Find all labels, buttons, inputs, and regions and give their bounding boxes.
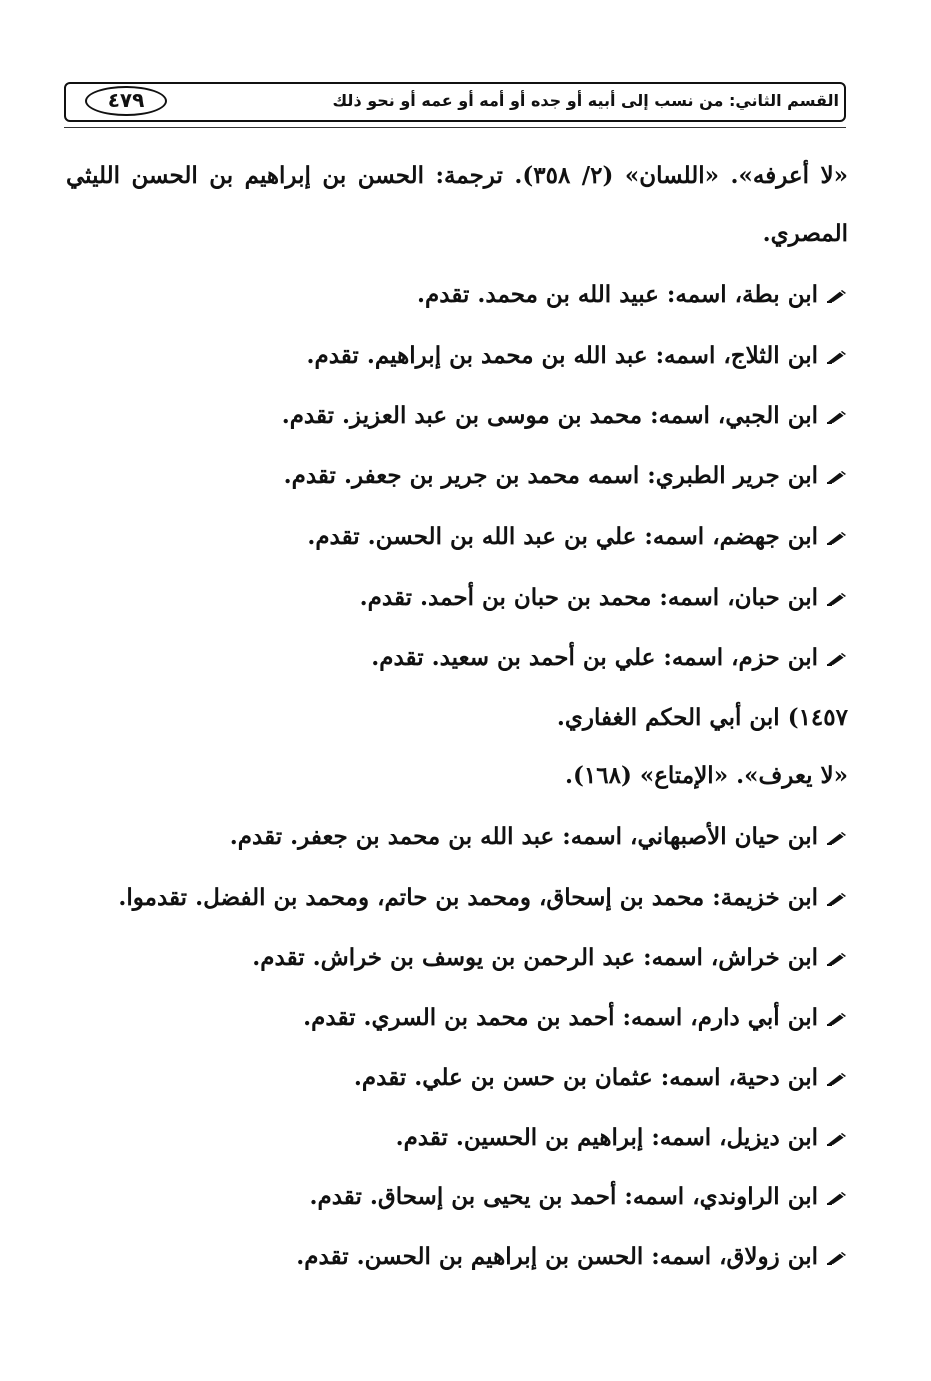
pen-writing-icon	[826, 1249, 848, 1265]
pen-writing-icon	[826, 829, 848, 845]
entry-text: ابن الجبي، اسمه: محمد بن موسى بن عبد العزيز. تقدم.	[281, 402, 818, 429]
pen-writing-icon	[826, 529, 848, 545]
pen-writing-icon	[826, 287, 848, 303]
cross-reference-entry	[296, 1237, 848, 1278]
pen-writing-icon	[826, 348, 848, 364]
entry-text: ابن بطة، اسمه: عبيد الله بن محمد. تقدم.	[417, 281, 818, 308]
entry-text: ابن خزيمة: محمد بن إسحاق، ومحمد بن حاتم، ومحمد بن الفضل. تقدموا.	[118, 884, 818, 911]
cross-reference-entry	[282, 396, 848, 437]
numbered-entry-heading: ١٤٥٧) ابن أبي الحكم الغفاري.	[556, 704, 848, 731]
pen-writing-icon	[826, 950, 848, 966]
cross-reference-entry	[417, 275, 848, 316]
continuation-line: «لا أعرفه». «اللسان» (٢/ ٣٥٨). ترجمة: الحسن بن إبراهيم بن الحسن الليثي	[66, 162, 848, 189]
pen-writing-icon	[826, 590, 848, 606]
cross-reference-entry	[230, 817, 848, 858]
running-header-title: القسم الثاني: من نسب إلى أبيه أو جده أو أمه أو عمه أو نحو ذلك	[332, 91, 839, 110]
entry-text: ابن خراش، اسمه: عبد الرحمن بن يوسف بن خراش. تقدم.	[252, 944, 818, 971]
entry-text: ابن جهضم، اسمه: علي بن عبد الله بن الحسن. تقدم.	[307, 523, 818, 550]
pen-writing-icon	[826, 1189, 848, 1205]
pen-writing-icon	[826, 1130, 848, 1146]
pen-writing-icon	[826, 408, 848, 424]
cross-reference-entry	[252, 938, 848, 979]
cross-reference-entry	[306, 336, 848, 377]
entry-text: ابن حيان الأصبهاني، اسمه: عبد الله بن محمد بن جعفر. تقدم.	[229, 823, 818, 850]
cross-reference-entry	[303, 998, 848, 1039]
entry-text: ابن ديزيل، اسمه: إبراهيم بن الحسين. تقدم.	[395, 1124, 818, 1151]
pen-writing-icon	[826, 468, 848, 484]
cross-reference-entry	[309, 1177, 848, 1218]
entry-text: ابن الراوندي، اسمه: أحمد بن يحيى بن إسحاق. تقدم.	[309, 1183, 818, 1210]
cross-reference-entry	[354, 1058, 848, 1099]
pen-writing-icon	[826, 890, 848, 906]
entry-text: ابن الثلاج، اسمه: عبد الله بن محمد بن إبراهيم. تقدم.	[306, 342, 818, 369]
cross-reference-entry	[118, 878, 848, 919]
pen-writing-icon	[826, 1070, 848, 1086]
numbered-entry-note: «لا يعرف». «الإمتاع» (١٦٨).	[564, 762, 848, 789]
continuation-line: المصري.	[762, 220, 848, 247]
cross-reference-entry	[396, 1118, 848, 1159]
entry-text: ابن حزم، اسمه: علي بن أحمد بن سعيد. تقدم.	[371, 644, 818, 671]
entry-text: ابن أبي دارم، اسمه: أحمد بن محمد بن السري. تقدم.	[303, 1004, 818, 1031]
cross-reference-entry	[284, 456, 848, 497]
page-number: ٤٧٩	[85, 86, 167, 116]
entry-text: ابن حبان، اسمه: محمد بن حبان بن أحمد. تقدم.	[359, 584, 818, 611]
cross-reference-entry	[360, 578, 848, 619]
entry-text: ابن جرير الطبري: اسمه محمد بن جرير بن جعفر. تقدم.	[283, 462, 818, 489]
header-rule	[64, 127, 846, 128]
entry-text: ابن دحية، اسمه: عثمان بن حسن بن علي. تقدم.	[353, 1064, 818, 1091]
entry-text: ابن زولاق، اسمه: الحسن بن إبراهيم بن الحسن. تقدم.	[296, 1243, 818, 1270]
pen-writing-icon	[826, 1010, 848, 1026]
cross-reference-entry	[307, 517, 848, 558]
pen-writing-icon	[826, 650, 848, 666]
cross-reference-entry	[371, 638, 848, 679]
